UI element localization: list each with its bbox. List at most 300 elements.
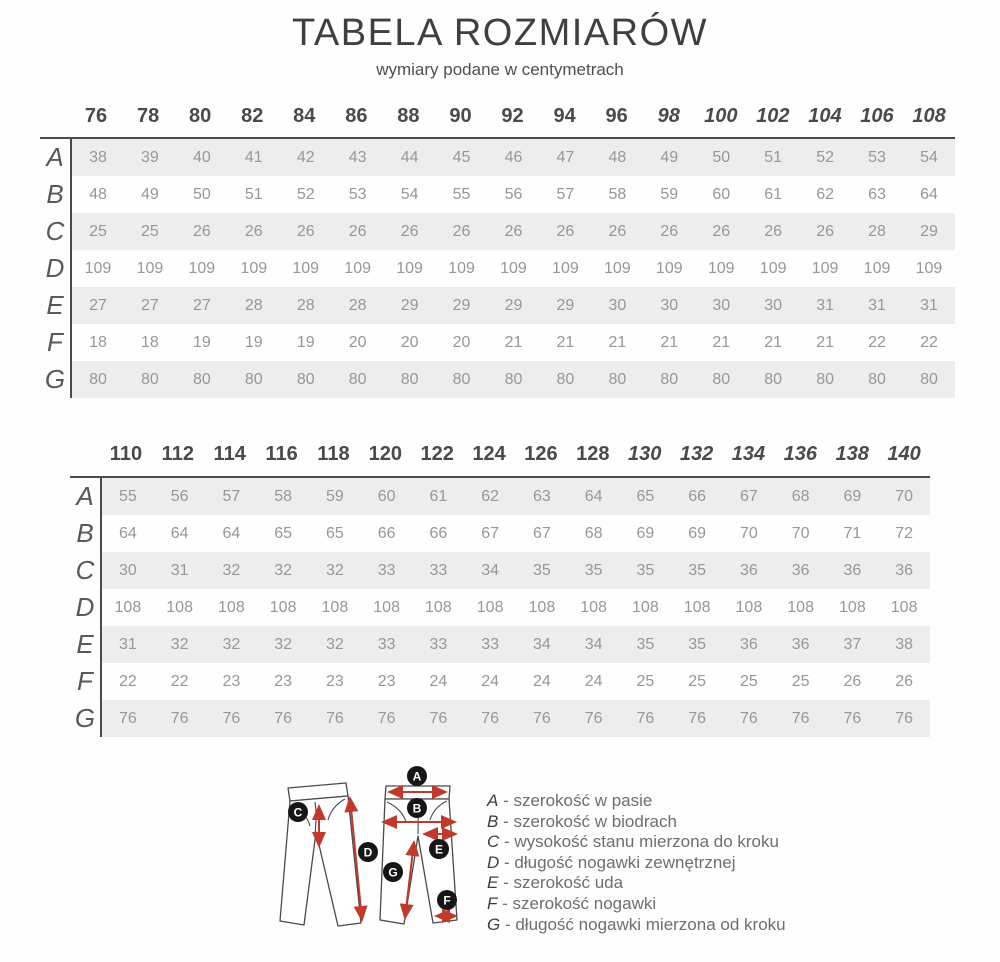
size-value-cell: 109 bbox=[863, 259, 891, 277]
size-table-76-108 bbox=[40, 96, 955, 398]
pants-front-left bbox=[280, 783, 378, 926]
size-value-cell: 109 bbox=[655, 259, 683, 277]
size-value-cell: 80 bbox=[296, 370, 315, 388]
size-value-cell: 76 bbox=[325, 709, 344, 727]
size-value-cell: 80 bbox=[868, 370, 886, 388]
size-value-cell: 71 bbox=[843, 524, 862, 542]
size-value-cell: 35 bbox=[532, 561, 551, 579]
size-header-row bbox=[70, 433, 930, 476]
size-value-cell: 64 bbox=[920, 185, 938, 203]
size-value-cell: 80 bbox=[348, 370, 367, 388]
size-value-cell: 36 bbox=[895, 561, 914, 579]
size-column-header: 92 bbox=[501, 105, 524, 127]
measurement-row-A bbox=[70, 478, 930, 515]
size-value-cell: 27 bbox=[89, 296, 107, 314]
row-label: A bbox=[46, 142, 64, 172]
size-value-cell: 108 bbox=[425, 598, 452, 616]
size-column-header: 78 bbox=[136, 105, 160, 127]
diagram-label-E: E bbox=[434, 842, 444, 857]
size-value-cell: 109 bbox=[136, 259, 164, 277]
legend-item-E bbox=[487, 873, 786, 894]
size-value-cell: 64 bbox=[584, 487, 603, 505]
size-value-cell: 33 bbox=[429, 635, 448, 653]
size-value-cell: 58 bbox=[274, 487, 293, 505]
size-value-cell: 20 bbox=[452, 333, 471, 351]
legend-letter: C bbox=[487, 832, 500, 852]
size-value-cell: 26 bbox=[452, 222, 471, 240]
size-value-cell: 22 bbox=[118, 672, 137, 690]
row-values bbox=[100, 626, 930, 663]
size-value-cell: 80 bbox=[764, 370, 783, 388]
size-value-cell: 38 bbox=[895, 635, 914, 653]
size-column-header: 124 bbox=[472, 443, 506, 465]
size-value-cell: 63 bbox=[532, 487, 551, 505]
size-value-cell: 24 bbox=[532, 672, 551, 690]
size-value-cell: 69 bbox=[688, 524, 707, 542]
size-column-header: 80 bbox=[189, 105, 212, 127]
size-value-cell: 109 bbox=[448, 259, 475, 277]
size-value-cell: 80 bbox=[192, 370, 211, 388]
size-column-header: 82 bbox=[241, 105, 264, 127]
size-column-header: 136 bbox=[783, 443, 817, 465]
size-value-cell: 109 bbox=[915, 259, 943, 277]
row-values bbox=[70, 139, 955, 176]
size-value-cell: 27 bbox=[192, 296, 211, 314]
size-column-header: 100 bbox=[704, 105, 738, 127]
size-value-cell: 109 bbox=[552, 259, 579, 277]
size-value-cell: 80 bbox=[141, 370, 159, 388]
size-value-cell: 28 bbox=[868, 222, 886, 240]
row-label: G bbox=[74, 703, 96, 733]
size-value-cell: 52 bbox=[816, 148, 834, 166]
size-value-cell: 80 bbox=[608, 370, 627, 388]
size-value-cell: 76 bbox=[791, 709, 810, 727]
diagram-label-A: A bbox=[412, 769, 422, 784]
size-value-cell: 42 bbox=[296, 148, 315, 166]
size-value-cell: 56 bbox=[170, 487, 189, 505]
row-label: F bbox=[77, 666, 93, 696]
size-value-cell: 41 bbox=[244, 148, 263, 166]
size-column-header: 140 bbox=[887, 443, 921, 465]
size-value-cell: 29 bbox=[452, 296, 471, 314]
size-value-cell: 46 bbox=[504, 148, 523, 166]
size-value-cell: 109 bbox=[292, 259, 320, 277]
size-value-cell: 44 bbox=[400, 148, 419, 166]
size-value-cell: 26 bbox=[296, 222, 315, 240]
size-column-header: 130 bbox=[628, 443, 662, 465]
size-value-cell: 39 bbox=[141, 148, 159, 166]
size-value-cell: 26 bbox=[244, 222, 263, 240]
size-value-cell: 56 bbox=[504, 185, 523, 203]
size-column-header: 126 bbox=[524, 443, 558, 465]
size-value-cell: 108 bbox=[890, 598, 918, 616]
row-values bbox=[100, 515, 930, 552]
size-column-header: 118 bbox=[317, 443, 350, 465]
size-value-cell: 63 bbox=[868, 185, 886, 203]
size-column-header: 128 bbox=[576, 443, 610, 465]
size-column-header: 84 bbox=[293, 105, 316, 127]
size-value-cell: 60 bbox=[712, 185, 731, 203]
size-column-header: 122 bbox=[420, 443, 454, 465]
size-value-cell: 34 bbox=[532, 635, 551, 653]
size-value-cell: 108 bbox=[735, 598, 763, 616]
row-values bbox=[70, 324, 955, 361]
legend-item-D bbox=[487, 853, 786, 874]
legend-letter: F bbox=[487, 893, 498, 913]
size-value-cell: 108 bbox=[166, 598, 193, 616]
size-value-cell: 76 bbox=[481, 709, 500, 727]
size-value-cell: 51 bbox=[764, 148, 783, 166]
size-value-cell: 32 bbox=[222, 635, 241, 653]
size-value-cell: 23 bbox=[377, 672, 396, 690]
size-value-cell: 61 bbox=[429, 487, 448, 505]
size-value-cell: 32 bbox=[222, 561, 241, 579]
size-value-cell: 76 bbox=[895, 709, 914, 727]
row-values bbox=[100, 478, 930, 515]
diagram-label-D: D bbox=[363, 845, 373, 860]
row-values bbox=[70, 287, 955, 324]
size-value-cell: 47 bbox=[556, 148, 575, 166]
size-value-cell: 33 bbox=[429, 561, 448, 579]
row-label: C bbox=[45, 216, 65, 246]
size-value-cell: 26 bbox=[608, 222, 627, 240]
size-value-cell: 62 bbox=[481, 487, 500, 505]
size-value-cell: 66 bbox=[429, 524, 448, 542]
legend-text: - szerokość w biodrach bbox=[498, 811, 677, 831]
size-header-row bbox=[40, 96, 955, 137]
measurement-legend bbox=[487, 791, 786, 935]
size-column-header: 102 bbox=[756, 105, 790, 127]
size-value-cell: 109 bbox=[396, 259, 423, 277]
size-value-cell: 31 bbox=[920, 296, 938, 314]
size-value-cell: 19 bbox=[296, 333, 315, 351]
size-value-cell: 80 bbox=[89, 370, 107, 388]
size-value-cell: 108 bbox=[218, 598, 245, 616]
row-values bbox=[100, 552, 930, 589]
size-value-cell: 68 bbox=[584, 524, 603, 542]
size-value-cell: 65 bbox=[274, 524, 293, 542]
size-value-cell: 109 bbox=[759, 259, 787, 277]
size-value-cell: 35 bbox=[636, 635, 655, 653]
size-value-cell: 26 bbox=[843, 672, 862, 690]
size-value-cell: 29 bbox=[556, 296, 575, 314]
diagram-label-F: F bbox=[443, 893, 451, 908]
size-value-cell: 29 bbox=[920, 222, 938, 240]
pants-measurement-diagram bbox=[266, 760, 486, 962]
size-value-cell: 58 bbox=[608, 185, 627, 203]
legend-text: - wysokość stanu mierzona do kroku bbox=[499, 832, 779, 852]
size-value-cell: 76 bbox=[222, 709, 241, 727]
size-value-cell: 59 bbox=[660, 185, 679, 203]
size-value-cell: 108 bbox=[476, 598, 504, 616]
size-column-header: 134 bbox=[731, 443, 766, 465]
size-value-cell: 33 bbox=[481, 635, 500, 653]
row-label: E bbox=[76, 629, 94, 659]
page-subtitle: wymiary podane w centymetrach bbox=[376, 60, 624, 79]
size-value-cell: 54 bbox=[400, 185, 419, 203]
legend-letter: G bbox=[487, 914, 501, 934]
size-value-cell: 26 bbox=[895, 672, 914, 690]
size-column-header: 98 bbox=[657, 105, 680, 127]
size-value-cell: 34 bbox=[584, 635, 603, 653]
size-value-cell: 45 bbox=[452, 148, 471, 166]
size-value-cell: 108 bbox=[269, 598, 297, 616]
size-column-header: 86 bbox=[345, 105, 368, 127]
size-value-cell: 21 bbox=[608, 333, 627, 351]
size-column-header: 104 bbox=[808, 105, 842, 127]
measurement-row-G bbox=[40, 361, 955, 398]
size-value-cell: 24 bbox=[584, 672, 603, 690]
size-value-cell: 23 bbox=[325, 672, 344, 690]
size-value-cell: 109 bbox=[707, 259, 735, 277]
legend-text: - szerokość w pasie bbox=[498, 791, 653, 810]
size-value-cell: 26 bbox=[712, 222, 731, 240]
size-value-cell: 54 bbox=[920, 148, 938, 166]
legend-item-C bbox=[487, 832, 786, 853]
size-value-cell: 108 bbox=[528, 598, 556, 616]
size-value-cell: 51 bbox=[244, 185, 263, 203]
size-value-cell: 76 bbox=[584, 709, 603, 727]
size-value-cell: 36 bbox=[739, 561, 758, 579]
legend-letter: E bbox=[487, 873, 499, 893]
size-column-header: 108 bbox=[912, 105, 946, 127]
legend-text: - szerokość nogawki bbox=[497, 893, 657, 913]
row-label: B bbox=[46, 179, 64, 209]
size-value-cell: 28 bbox=[348, 296, 367, 314]
size-value-cell: 70 bbox=[791, 524, 810, 542]
size-column-header: 76 bbox=[84, 105, 108, 127]
size-value-cell: 26 bbox=[764, 222, 783, 240]
size-value-cell: 108 bbox=[373, 598, 400, 616]
size-value-cell: 108 bbox=[683, 598, 711, 616]
size-value-cell: 22 bbox=[920, 333, 938, 351]
size-value-cell: 37 bbox=[843, 635, 862, 653]
legend-item-B bbox=[487, 812, 786, 833]
size-column-header: 138 bbox=[835, 443, 869, 465]
size-value-cell: 26 bbox=[400, 222, 419, 240]
legend-letter: D bbox=[487, 852, 500, 872]
size-value-cell: 28 bbox=[296, 296, 315, 314]
size-value-cell: 31 bbox=[118, 635, 137, 653]
size-value-cell: 76 bbox=[118, 709, 137, 727]
size-value-cell: 32 bbox=[274, 635, 293, 653]
size-value-cell: 67 bbox=[532, 524, 551, 542]
size-value-cell: 32 bbox=[325, 635, 344, 653]
size-value-cell: 76 bbox=[739, 709, 758, 727]
size-value-cell: 30 bbox=[608, 296, 627, 314]
legend-text: - długość nogawki mierzona od kroku bbox=[500, 914, 786, 934]
size-value-cell: 48 bbox=[608, 148, 627, 166]
size-value-cell: 20 bbox=[400, 333, 419, 351]
row-values bbox=[100, 589, 930, 626]
size-value-cell: 32 bbox=[170, 635, 189, 653]
size-value-cell: 34 bbox=[481, 561, 500, 579]
size-value-cell: 69 bbox=[636, 524, 655, 542]
row-label: A bbox=[76, 481, 94, 511]
row-values bbox=[70, 213, 955, 250]
size-value-cell: 35 bbox=[688, 561, 707, 579]
measurement-row-F bbox=[70, 663, 930, 700]
size-value-cell: 31 bbox=[868, 296, 886, 314]
size-value-cell: 40 bbox=[192, 148, 211, 166]
legend-item-F bbox=[487, 894, 786, 915]
size-value-cell: 80 bbox=[920, 370, 938, 388]
size-value-cell: 26 bbox=[556, 222, 575, 240]
row-values bbox=[100, 663, 930, 700]
size-value-cell: 26 bbox=[816, 222, 834, 240]
size-value-cell: 108 bbox=[321, 598, 349, 616]
size-value-cell: 30 bbox=[660, 296, 679, 314]
row-label: C bbox=[75, 555, 95, 585]
size-value-cell: 22 bbox=[868, 333, 886, 351]
size-value-cell: 57 bbox=[222, 487, 241, 505]
row-values bbox=[70, 176, 955, 213]
measurement-row-C bbox=[40, 213, 955, 250]
size-column-header: 90 bbox=[449, 105, 472, 127]
size-value-cell: 80 bbox=[244, 370, 263, 388]
size-column-header: 112 bbox=[161, 443, 194, 465]
size-value-cell: 53 bbox=[868, 148, 886, 166]
size-value-cell: 36 bbox=[843, 561, 862, 579]
size-value-cell: 20 bbox=[348, 333, 367, 351]
size-column-header: 132 bbox=[679, 443, 714, 465]
row-values bbox=[100, 700, 930, 737]
page-title: TABELA ROZMIARÓW bbox=[291, 12, 708, 54]
size-value-cell: 29 bbox=[504, 296, 523, 314]
legend-item-G bbox=[487, 915, 786, 936]
size-value-cell: 80 bbox=[660, 370, 679, 388]
measurement-row-D bbox=[40, 250, 955, 287]
size-value-cell: 21 bbox=[816, 333, 834, 351]
size-value-cell: 50 bbox=[712, 148, 731, 166]
measurement-row-E bbox=[70, 626, 930, 663]
size-value-cell: 25 bbox=[688, 672, 707, 690]
legend-letter: B bbox=[487, 811, 499, 831]
size-value-cell: 72 bbox=[895, 524, 914, 542]
size-value-cell: 70 bbox=[739, 524, 758, 542]
row-values bbox=[70, 361, 955, 398]
size-value-cell: 22 bbox=[170, 672, 189, 690]
size-value-cell: 26 bbox=[504, 222, 523, 240]
size-value-cell: 76 bbox=[429, 709, 448, 727]
size-value-cell: 49 bbox=[141, 185, 159, 203]
size-value-cell: 35 bbox=[636, 561, 655, 579]
size-value-cell: 49 bbox=[660, 148, 679, 166]
diagram-label-C: C bbox=[293, 805, 303, 820]
size-value-cell: 53 bbox=[348, 185, 367, 203]
size-value-cell: 48 bbox=[89, 185, 107, 203]
size-value-cell: 31 bbox=[816, 296, 834, 314]
size-value-cell: 61 bbox=[764, 185, 783, 203]
legend-text: - długość nogawki zewnętrznej bbox=[499, 852, 736, 872]
page-header bbox=[0, 12, 1000, 80]
size-value-cell: 68 bbox=[791, 487, 810, 505]
size-value-cell: 76 bbox=[688, 709, 707, 727]
size-value-cell: 80 bbox=[504, 370, 523, 388]
size-value-cell: 36 bbox=[739, 635, 758, 653]
size-value-cell: 25 bbox=[141, 222, 159, 240]
legend-item-A bbox=[487, 791, 786, 812]
size-value-cell: 109 bbox=[344, 259, 371, 277]
size-value-cell: 25 bbox=[791, 672, 810, 690]
measurement-row-A bbox=[40, 139, 955, 176]
size-value-cell: 30 bbox=[118, 561, 137, 579]
size-table-body bbox=[40, 137, 955, 398]
size-value-cell: 38 bbox=[89, 148, 107, 166]
size-value-cell: 76 bbox=[532, 709, 551, 727]
size-value-cell: 80 bbox=[452, 370, 471, 388]
size-value-cell: 109 bbox=[84, 259, 112, 277]
size-value-cell: 18 bbox=[89, 333, 107, 351]
size-value-cell: 43 bbox=[348, 148, 367, 166]
size-value-cell: 32 bbox=[274, 561, 293, 579]
measurement-row-G bbox=[70, 700, 930, 737]
size-value-cell: 35 bbox=[688, 635, 707, 653]
size-column-header: 106 bbox=[860, 105, 894, 127]
size-value-cell: 50 bbox=[192, 185, 211, 203]
size-value-cell: 29 bbox=[400, 296, 419, 314]
size-value-cell: 80 bbox=[712, 370, 731, 388]
size-value-cell: 108 bbox=[580, 598, 607, 616]
row-values bbox=[70, 250, 955, 287]
size-value-cell: 76 bbox=[170, 709, 189, 727]
size-value-cell: 57 bbox=[556, 185, 575, 203]
size-column-header: 96 bbox=[605, 105, 628, 127]
diagram-label-G: G bbox=[388, 865, 398, 880]
size-value-cell: 27 bbox=[141, 296, 159, 314]
measurement-row-B bbox=[70, 515, 930, 552]
size-column-header: 88 bbox=[397, 105, 420, 127]
legend-letter: A bbox=[487, 791, 499, 810]
size-value-cell: 30 bbox=[712, 296, 731, 314]
size-value-cell: 108 bbox=[839, 598, 866, 616]
size-value-cell: 80 bbox=[816, 370, 834, 388]
size-value-cell: 30 bbox=[764, 296, 783, 314]
size-column-header: 94 bbox=[553, 105, 576, 127]
pants-front-right bbox=[380, 766, 457, 924]
size-value-cell: 108 bbox=[114, 598, 142, 616]
size-value-cell: 64 bbox=[170, 524, 189, 542]
size-value-cell: 55 bbox=[118, 487, 137, 505]
size-value-cell: 65 bbox=[636, 487, 655, 505]
size-value-cell: 59 bbox=[325, 487, 344, 505]
size-value-cell: 19 bbox=[192, 333, 211, 351]
size-value-cell: 26 bbox=[192, 222, 211, 240]
size-value-cell: 64 bbox=[222, 524, 241, 542]
size-value-cell: 80 bbox=[556, 370, 575, 388]
size-value-cell: 60 bbox=[377, 487, 396, 505]
size-value-cell: 24 bbox=[481, 672, 500, 690]
size-value-cell: 67 bbox=[481, 524, 500, 542]
size-value-cell: 21 bbox=[556, 333, 575, 351]
size-value-cell: 76 bbox=[274, 709, 293, 727]
size-value-cell: 109 bbox=[188, 259, 216, 277]
row-label: D bbox=[75, 592, 95, 622]
size-value-cell: 76 bbox=[377, 709, 396, 727]
size-value-cell: 108 bbox=[787, 598, 814, 616]
measurement-row-F bbox=[40, 324, 955, 361]
size-value-cell: 67 bbox=[739, 487, 758, 505]
size-value-cell: 65 bbox=[325, 524, 344, 542]
size-value-cell: 23 bbox=[274, 672, 293, 690]
measurement-row-C bbox=[70, 552, 930, 589]
size-value-cell: 76 bbox=[636, 709, 655, 727]
size-value-cell: 108 bbox=[632, 598, 659, 616]
size-value-cell: 33 bbox=[377, 561, 396, 579]
size-value-cell: 109 bbox=[240, 259, 268, 277]
row-label: F bbox=[47, 327, 63, 357]
size-value-cell: 26 bbox=[660, 222, 679, 240]
